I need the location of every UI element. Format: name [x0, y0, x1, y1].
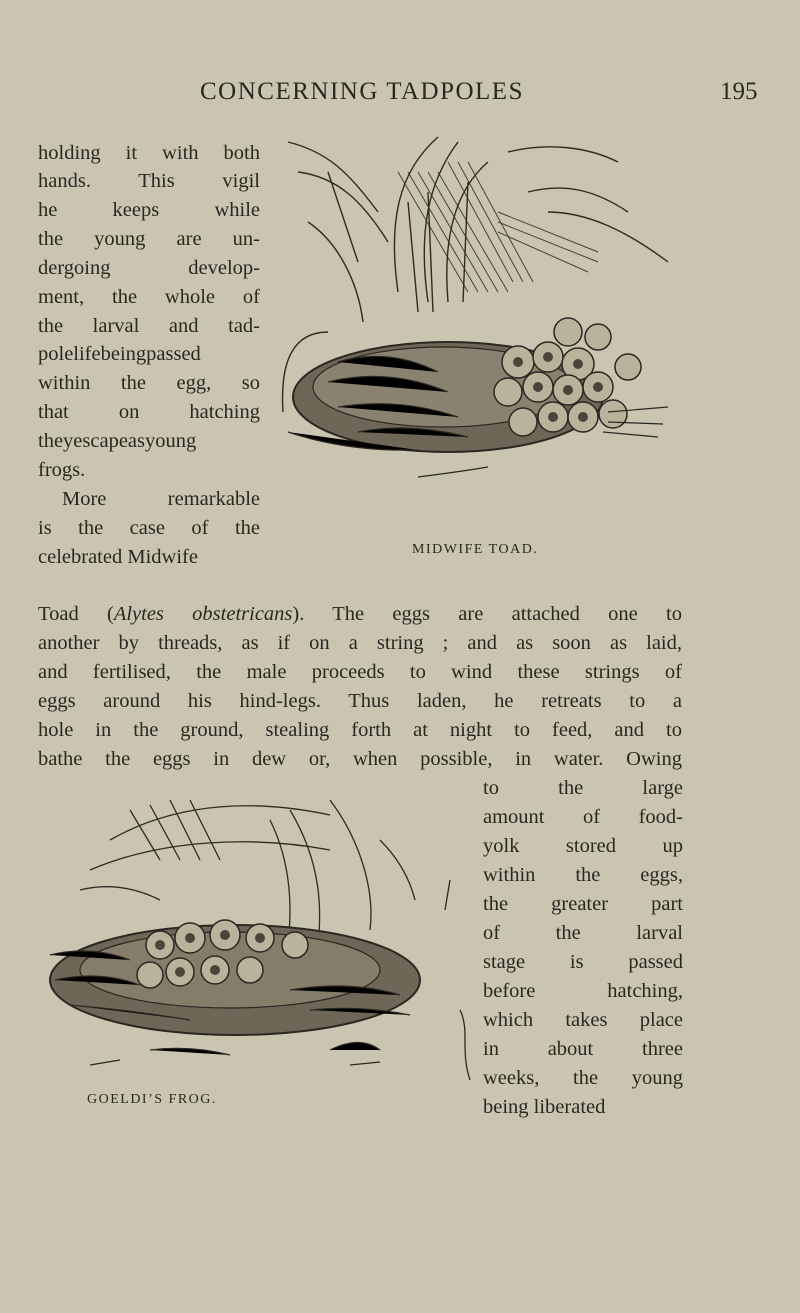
text-line: Toad (Alytes obstetricans). The eggs are attached one to [38, 603, 682, 625]
text-line: amount of food- [483, 806, 683, 828]
text-line: polelifebeingpassed [38, 343, 201, 365]
text-line: holding it with both [38, 142, 260, 164]
text-line: of the larval [483, 922, 683, 944]
text-line: to the large [483, 777, 683, 799]
text-line: frogs. [38, 459, 86, 481]
text-line: dergoing develop- [38, 257, 260, 279]
text-line: weeks, the young [483, 1067, 683, 1089]
text-line: the greater part [483, 893, 683, 915]
text-line: the young are un- [38, 228, 260, 250]
figure-caption-midwife-toad: MIDWIFE TOAD. [412, 542, 539, 557]
text-line: is the case of the [38, 517, 260, 539]
page-number: 195 [720, 78, 758, 105]
text-line: theyescapeasyoung [38, 430, 197, 452]
text-line: hole in the ground, stealing forth at night to feed, and to [38, 719, 682, 741]
text-line: he keeps while [38, 199, 260, 221]
text-line: being liberated [483, 1096, 606, 1118]
text-line: which takes place [483, 1009, 683, 1031]
text-line: stage is passed [483, 951, 683, 973]
text-line: within the egg, so [38, 372, 260, 394]
text-line: another by threads, as if on a string ; and as soon as laid, [38, 632, 682, 654]
text-line: before hatching, [483, 980, 683, 1002]
text-line: hands. This vigil [38, 170, 260, 192]
text-line: within the eggs, [483, 864, 683, 886]
running-title: CONCERNING TADPOLES [200, 78, 524, 105]
text-line: ment, the whole of [38, 286, 260, 308]
text-line: eggs around his hind-legs. Thus laden, he retreats to a [38, 690, 682, 712]
figure-caption-goeldis-frog: GOELDI’S FROG. [87, 1092, 217, 1107]
text-line: More remarkable [62, 488, 260, 510]
text-line: the larval and tad- [38, 315, 260, 337]
text-line: celebrated Midwife [38, 546, 198, 568]
text-line: bathe the eggs in dew or, when possible, in water. Owing [38, 748, 682, 770]
text-line: that on hatching [38, 401, 260, 423]
running-head [0, 78, 800, 112]
text-line: yolk stored up [483, 835, 683, 857]
text-line: in about three [483, 1038, 683, 1060]
midwife-toad-illustration [268, 132, 680, 532]
text-line: and fertilised, the male proceeds to wind these strings of [38, 661, 682, 683]
goeldis-frog-illustration [30, 780, 475, 1080]
species-name: Alytes obstetricans [113, 603, 293, 625]
